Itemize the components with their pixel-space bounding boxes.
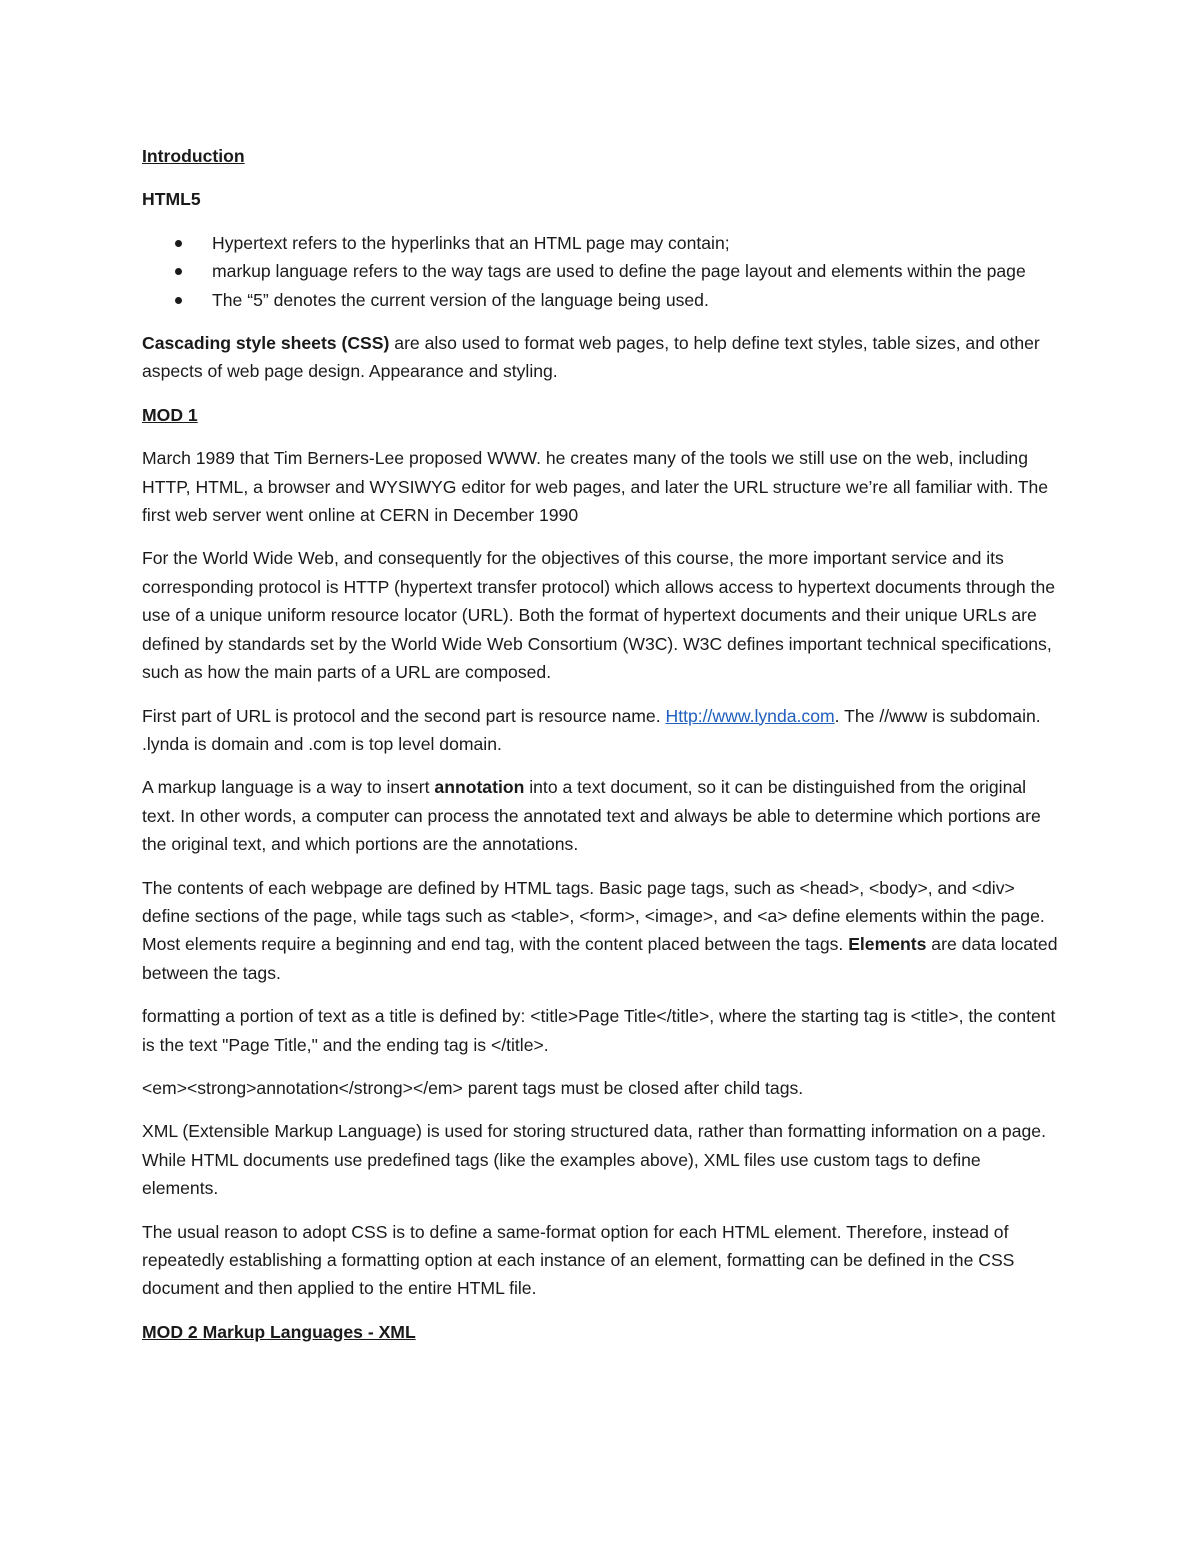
nesting-paragraph: <em><strong>annotation</strong></em> parent tags must be closed after child tags. [142, 1077, 804, 1098]
document-page [142, 142, 1058, 1361]
xml-paragraph: XML (Extensible Markup Language) is used for storing structured data, rather than formatting information on a page. While HTML documents use predefined tags (like the examples above), XML files use custom tags to define elements. [142, 1121, 1046, 1199]
http-paragraph: For the World Wide Web, and consequently for the objectives of this course, the more important service and its corresponding protocol is HTTP (hypertext transfer protocol) which allows access to hypertext documents through the use of a unique uniform resource locator (URL). Both the format of hypertext documents and their unique URLs are defined by standards set by the World Wide Web Consortium (W3C). W3C defines important technical specifications, such as how the main parts of a URL are composed. [142, 548, 1056, 683]
www-history-paragraph: March 1989 that Tim Berners-Lee proposed WWW. he creates many of the tools we still use on the web, including HTTP, HTML, a browser and WYSIWYG editor for web pages, and later the URL structure we’re all familiar with. The first web server went online at CERN in December 1990 [142, 448, 1049, 526]
elements-term: Elements [848, 934, 927, 955]
markup-paragraph: A markup language is a way to insert annotation into a text document, so it can be distinguished from the original text. In other words, a computer can process the annotated text and always be able to determine which portions are the original text, and which portions are the annotations. [142, 777, 1041, 855]
lynda-link[interactable]: Http://www.lynda.com [665, 705, 835, 726]
html5-heading: HTML5 [142, 189, 201, 210]
css-reason-paragraph: The usual reason to adopt CSS is to define a same-format option for each HTML element. Therefore, instead of repeatedly establishing a formatting option at each instance of an element, formatting can be defined in the CSS document and then applied to the entire HTML file. [142, 1221, 1015, 1299]
introduction-heading: Introduction [142, 146, 245, 166]
list-item: Hypertext refers to the hyperlinks that an HTML page may contain; [142, 229, 1058, 257]
bullet-icon [175, 268, 182, 275]
html-tags-paragraph: The contents of each webpage are defined by HTML tags. Basic page tags, such as <head>, <body>, and <div> define sections of the page, while tags such as <table>, <form>, <image>, and <a> define elements within the page. Most elements require a beginning and end tag, with the content placed between the tags. Elements are data located between the tags. [142, 877, 1058, 983]
annotation-term: annotation [434, 777, 525, 798]
mod2-heading: MOD 2 Markup Languages - XML [142, 1321, 416, 1342]
bullet-icon [175, 240, 182, 247]
list-item: markup language refers to the way tags are used to define the page layout and elements within the page [142, 257, 1058, 285]
list-item: The “5” denotes the current version of the language being used. [142, 286, 1058, 314]
url-paragraph: First part of URL is protocol and the second part is resource name. Http://www.lynda.com. The //www is subdomain. .lynda is domain and .com is top level domain. [142, 705, 1041, 754]
mod1-heading: MOD 1 [142, 404, 198, 425]
css-term: Cascading style sheets (CSS) [142, 333, 390, 354]
css-paragraph: Cascading style sheets (CSS) are also used to format web pages, to help define text styles, table sizes, and other aspects of web page design. Appearance and styling. [142, 333, 1040, 382]
html5-bullet-list [142, 229, 1058, 314]
bullet-icon [175, 297, 182, 304]
title-tag-paragraph: formatting a portion of text as a title is defined by: <title>Page Title</title>, where the starting tag is <title>, the content is the text "Page Title," and the ending tag is </title>. [142, 1006, 1056, 1055]
